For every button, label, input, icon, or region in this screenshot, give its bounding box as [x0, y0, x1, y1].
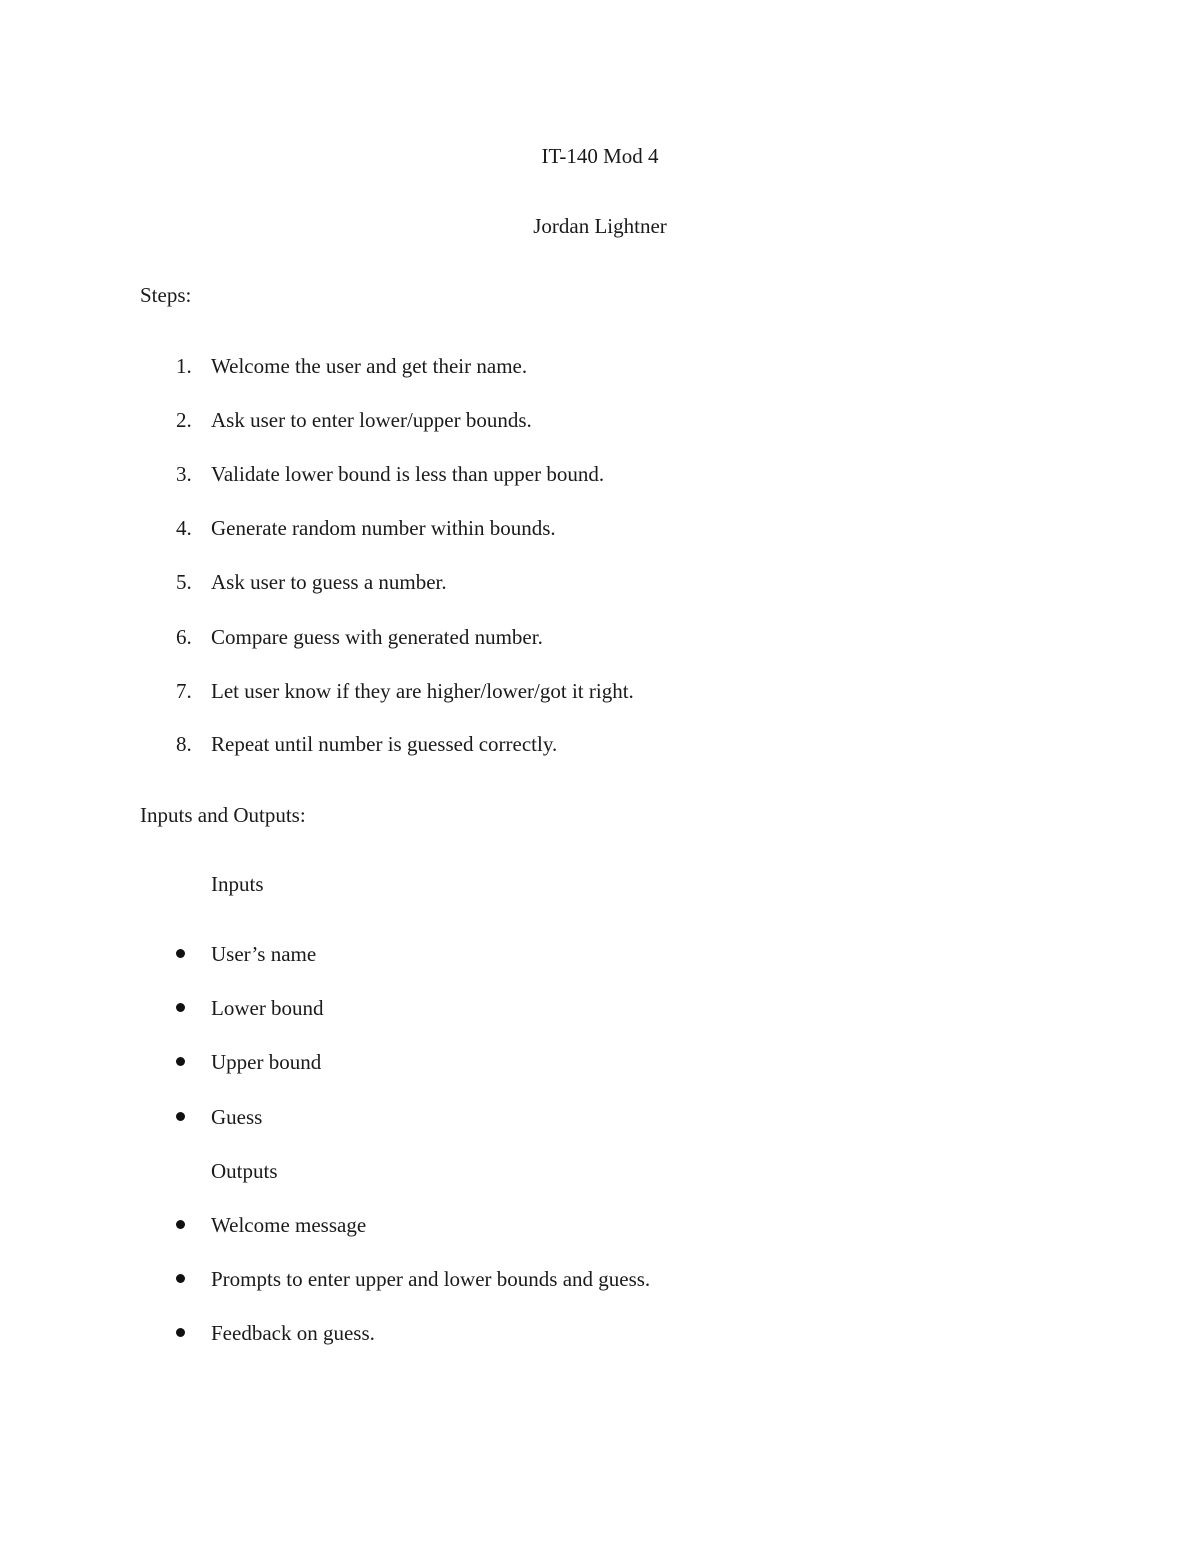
io-heading: Inputs and Outputs:	[140, 803, 306, 827]
step-text: Validate lower bound is less than upper bound.	[211, 462, 605, 486]
output-item: Welcome message	[211, 1213, 367, 1237]
input-item: Upper bound	[211, 1050, 322, 1074]
step-text: Ask user to enter lower/upper bounds.	[211, 408, 532, 432]
output-item: Prompts to enter upper and lower bounds and guess.	[211, 1267, 651, 1291]
input-item: Lower bound	[211, 996, 324, 1020]
step-number: 6.	[176, 625, 192, 649]
step-text: Compare guess with generated number.	[211, 625, 543, 649]
steps-heading: Steps:	[140, 283, 192, 307]
bullet-icon	[176, 1112, 185, 1121]
author-name: Jordan Lightner	[533, 214, 667, 238]
inputs-label: Inputs	[211, 872, 264, 896]
bullet-icon	[176, 949, 185, 958]
bullet-icon	[176, 1328, 185, 1337]
document-title: IT-140 Mod 4	[541, 144, 659, 168]
bullet-icon	[176, 1057, 185, 1066]
step-number: 2.	[176, 408, 192, 432]
step-number: 5.	[176, 570, 192, 594]
bullet-icon	[176, 1003, 185, 1012]
bullet-icon	[176, 1220, 185, 1229]
step-text: Ask user to guess a number.	[211, 570, 447, 594]
step-number: 3.	[176, 462, 192, 486]
step-number: 7.	[176, 679, 192, 703]
step-text: Repeat until number is guessed correctly.	[211, 732, 558, 756]
step-number: 8.	[176, 732, 192, 756]
input-item: User’s name	[211, 942, 317, 966]
output-item: Feedback on guess.	[211, 1321, 375, 1345]
step-text: Let user know if they are higher/lower/got it right.	[211, 679, 634, 703]
step-text: Welcome the user and get their name.	[211, 354, 528, 378]
step-number: 4.	[176, 516, 192, 540]
step-text: Generate random number within bounds.	[211, 516, 556, 540]
input-item: Guess	[211, 1105, 263, 1129]
step-number: 1.	[176, 354, 192, 378]
outputs-label: Outputs	[211, 1159, 278, 1183]
bullet-icon	[176, 1274, 185, 1283]
